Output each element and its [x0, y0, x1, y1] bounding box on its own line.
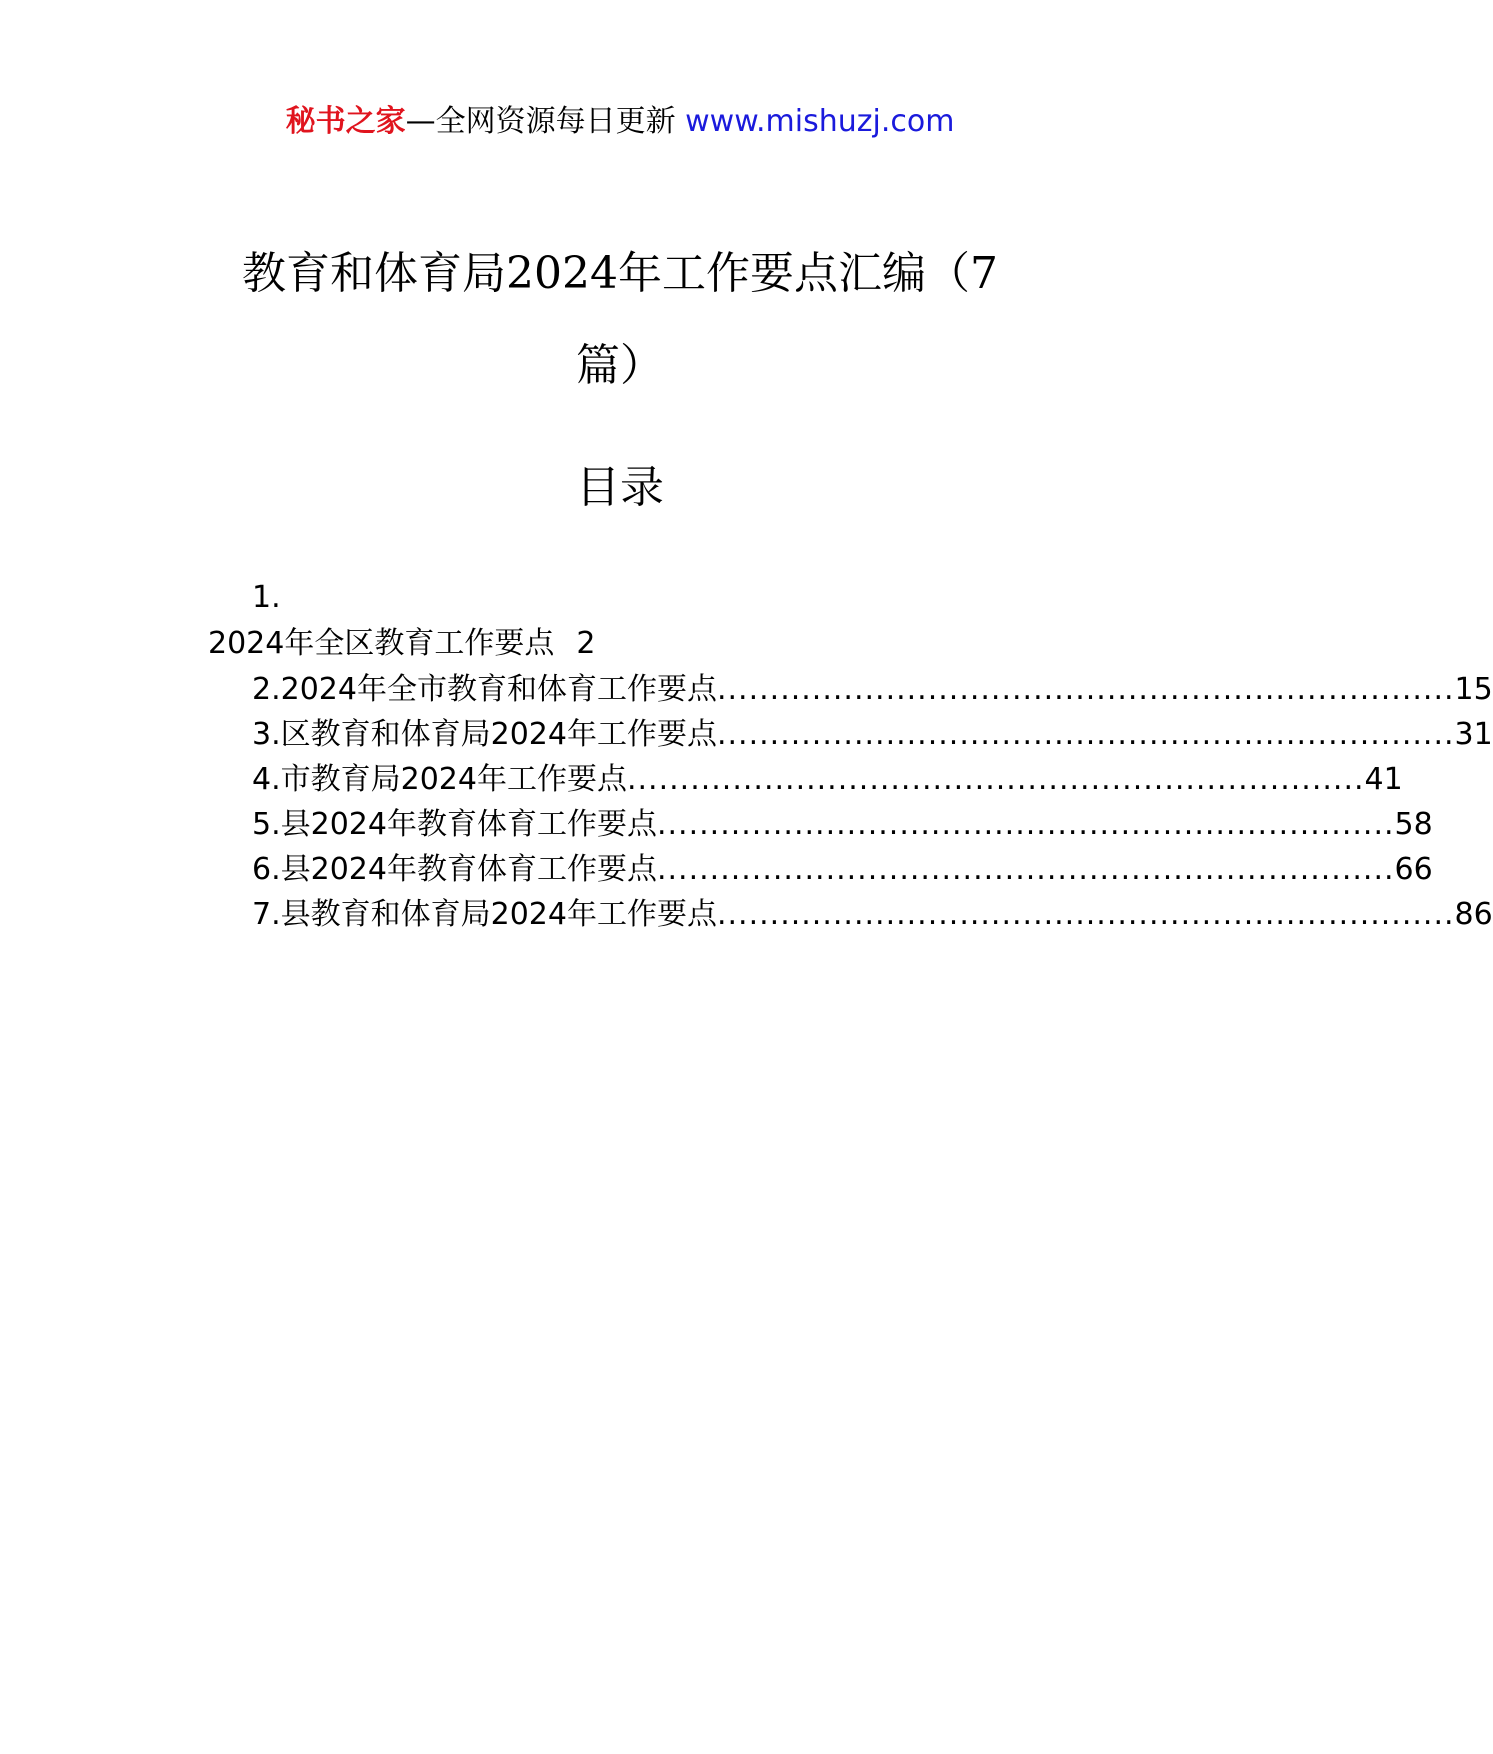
toc-entry-page: 31 — [1454, 717, 1493, 752]
toc-entry-1-page: 2 — [576, 626, 596, 661]
toc-entry-6[interactable] — [252, 850, 1433, 890]
toc-entry-4[interactable] — [252, 760, 1403, 800]
document-title-line-2: 篇） — [576, 340, 664, 391]
toc-entry-page: 86 — [1454, 897, 1493, 932]
toc-entry-title: 4.市教育局2024年工作要点 — [252, 762, 627, 797]
toc-entry-title: 5.县2024年教育体育工作要点 — [252, 807, 657, 842]
toc-entry-title: 3.区教育和体育局2024年工作要点 — [252, 717, 717, 752]
toc-leader-dots: ...................................................................... — [626, 762, 1365, 797]
toc-entry-title: 7.县教育和体育局2024年工作要点 — [252, 897, 717, 932]
toc-leader-dots: ...................................................................... — [716, 717, 1455, 752]
toc-heading: 目录 — [576, 462, 664, 513]
toc-entry-5[interactable] — [252, 805, 1433, 845]
toc-entry-1-number[interactable]: 1. — [252, 580, 281, 615]
document-title — [0, 228, 1240, 412]
toc-entry-page: 15 — [1454, 672, 1493, 707]
site-url-link[interactable]: www.mishuzj.com — [685, 104, 955, 139]
toc-entry-title: 6.县2024年教育体育工作要点 — [252, 852, 657, 887]
toc-entry-page: 58 — [1394, 807, 1433, 842]
toc-entry-3[interactable] — [252, 715, 1493, 755]
toc-entry-1[interactable] — [208, 624, 595, 664]
toc-leader-dots: ...................................................................... — [716, 897, 1455, 932]
banner-tagline: —全网资源每日更新 — [405, 104, 676, 139]
toc-entry-title: 2.2024年全市教育和体育工作要点 — [252, 672, 717, 707]
toc-entry-page: 66 — [1394, 852, 1433, 887]
toc-entry-2[interactable] — [252, 670, 1493, 710]
toc-entry-1-title: 2024年全区教育工作要点 — [208, 626, 555, 661]
toc-leader-dots: ...................................................................... — [656, 852, 1395, 887]
toc-leader-dots: ...................................................................... — [656, 807, 1395, 842]
toc-leader-dots: ...................................................................... — [716, 672, 1455, 707]
site-banner — [0, 102, 1240, 142]
brand-name: 秘书之家 — [285, 104, 406, 139]
document-title-line-1: 教育和体育局2024年工作要点汇编（7 — [242, 248, 998, 299]
toc-entry-page: 41 — [1364, 762, 1403, 797]
toc-entry-7[interactable] — [252, 895, 1493, 935]
